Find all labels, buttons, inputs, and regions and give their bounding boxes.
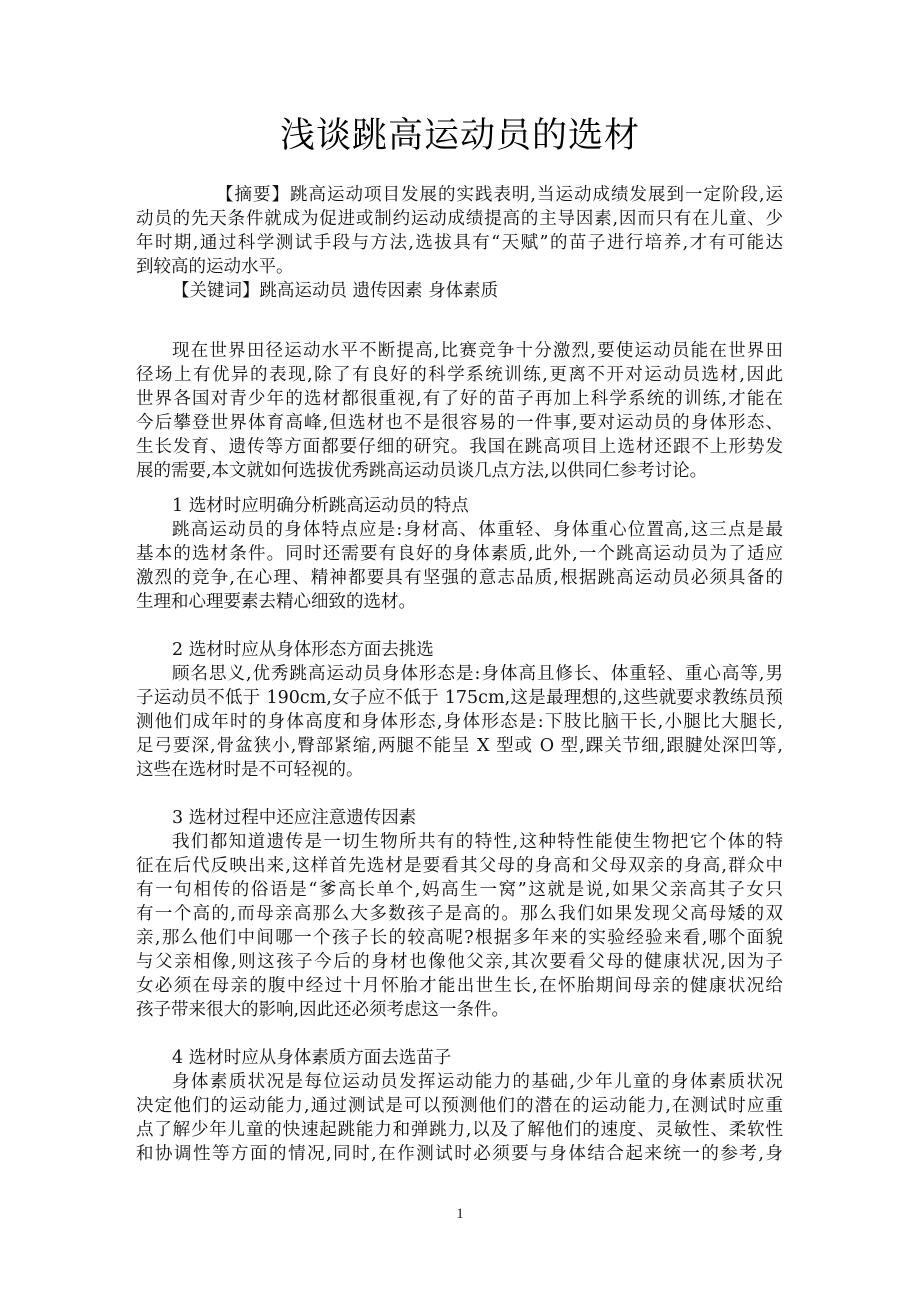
section-heading: 2 选材时应从身体形态方面去挑选 xyxy=(172,640,434,660)
section-1 xyxy=(136,494,783,614)
section-line: 孩子带来很大的影响,因此还必须考虑这一条件。 xyxy=(136,1000,510,1020)
section-line: 激烈的竞争,在心理、精神都要具有坚强的意志品质,根据跳高运动员必须具备的 xyxy=(136,568,783,588)
abstract-line: 到较高的运动水平。 xyxy=(136,257,294,277)
section-line: 和协调性等方面的情况,同时,在作测试时必须要与身体结合起来统一的参考,身 xyxy=(136,1144,783,1164)
section-line: 亲,那么他们中间哪一个孩子长的较高呢?根据多年来的实验经验来看,哪个面貌 xyxy=(136,928,783,948)
intro-line: 展的需要,本文就如何选拔优秀跳高运动员谈几点方法,以供同仁参考讨论。 xyxy=(136,461,708,481)
section-line: 决定他们的运动能力,通过测试是可以预测他们的潜在的运动能力,在测试时应重 xyxy=(136,1096,783,1116)
section-line: 测他们成年时的身体高度和身体形态,身体形态是:下肢比脑干长,小腿比大腿长, xyxy=(136,712,783,732)
section-line: 身体素质状况是每位运动员发挥运动能力的基础,少年儿童的身体素质状况 xyxy=(172,1072,783,1092)
intro-line: 径场上有优异的表现,除了有良好的科学系统训练,更离不开对运动员选材,因此 xyxy=(136,365,783,385)
section-line: 顾名思义,优秀跳高运动员身体形态是:身体高且修长、体重轻、重心高等,男 xyxy=(172,664,783,684)
intro-paragraph xyxy=(136,339,783,483)
intro-line: 生长发育、遗传等方面都要仔细的研究。我国在跳高项目上选材还跟不上形势发 xyxy=(136,437,783,457)
section-heading: 3 选材过程中还应注意遗传因素 xyxy=(172,808,417,828)
section-line: 生理和心理要素去精心细致的选材。 xyxy=(136,592,416,612)
section-line: 点了解少年儿童的快速起跳能力和弹跳力,以及了解他们的速度、灵敏性、柔软性 xyxy=(136,1120,783,1140)
section-2 xyxy=(136,638,783,782)
section-line: 与父亲相像,则这孩子今后的身材也像他父亲,其次要看父母的健康状况,因为子 xyxy=(136,952,783,972)
abstract-line: 年时期,通过科学测试手段与方法,选拔具有“天赋”的苗子进行培养,才有可能达 xyxy=(136,233,783,253)
section-line: 我们都知道遗传是一切生物所共有的特性,这种特性能使生物把它个体的特 xyxy=(172,832,783,852)
section-line: 跳高运动员的身体特点应是:身材高、体重轻、身体重心位置高,这三点是最 xyxy=(172,520,783,540)
section-3 xyxy=(136,806,783,1022)
section-line: 征在后代反映出来,这样首先选材是要看其父母的身高和父母双亲的身高,群众中 xyxy=(136,856,783,876)
document-title: 浅谈跳高运动员的选材 xyxy=(279,116,640,156)
section-heading: 1 选材时应明确分析跳高运动员的特点 xyxy=(172,496,469,516)
section-line: 有一句相传的俗语是“爹高长单个,妈高生一窝”这就是说,如果父亲高其子女只 xyxy=(136,880,783,900)
section-line: 这些在选材时是不可轻视的。 xyxy=(136,760,364,780)
section-line: 子运动员不低于 190cm,女子应不低于 175cm,这是最理想的,这些就要求教练员预 xyxy=(136,688,783,708)
intro-line: 今后攀登世界体育高峰,但选材也不是很容易的一件事,要对运动员的身体形态、 xyxy=(136,413,783,433)
section-line: 有一个高的,而母亲高那么大多数孩子是高的。那么我们如果发现父高母矮的双 xyxy=(136,904,783,924)
keywords: 【关键词】跳高运动员 遗传因素 身体素质 xyxy=(172,281,499,301)
abstract-line: 动员的先天条件就成为促进或制约运动成绩提高的主导因素,因而只有在儿童、少 xyxy=(136,209,783,229)
abstract xyxy=(136,183,783,303)
abstract-line: 【摘要】跳高运动项目发展的实践表明,当运动成绩发展到一定阶段,运 xyxy=(216,185,783,205)
section-heading: 4 选材时应从身体素质方面去选苗子 xyxy=(172,1048,452,1068)
section-4 xyxy=(136,1046,783,1166)
section-line: 女必须在母亲的腹中经过十月怀胎才能出世生长,在怀胎期间母亲的健康状况给 xyxy=(136,976,783,996)
intro-line: 现在世界田径运动水平不断提高,比赛竞争十分激烈,要使运动员能在世界田 xyxy=(172,341,783,361)
section-line: 基本的选材条件。同时还需要有良好的身体素质,此外,一个跳高运动员为了适应 xyxy=(136,544,783,564)
intro-line: 世界各国对青少年的选材都很重视,有了好的苗子再加上科学系统的训练,才能在 xyxy=(136,389,783,409)
page-number: 1 xyxy=(456,1206,464,1222)
section-line: 足弓要深,骨盆狭小,臀部紧缩,两腿不能呈 X 型或 O 型,踝关节细,跟腱处深凹等, xyxy=(136,736,783,756)
